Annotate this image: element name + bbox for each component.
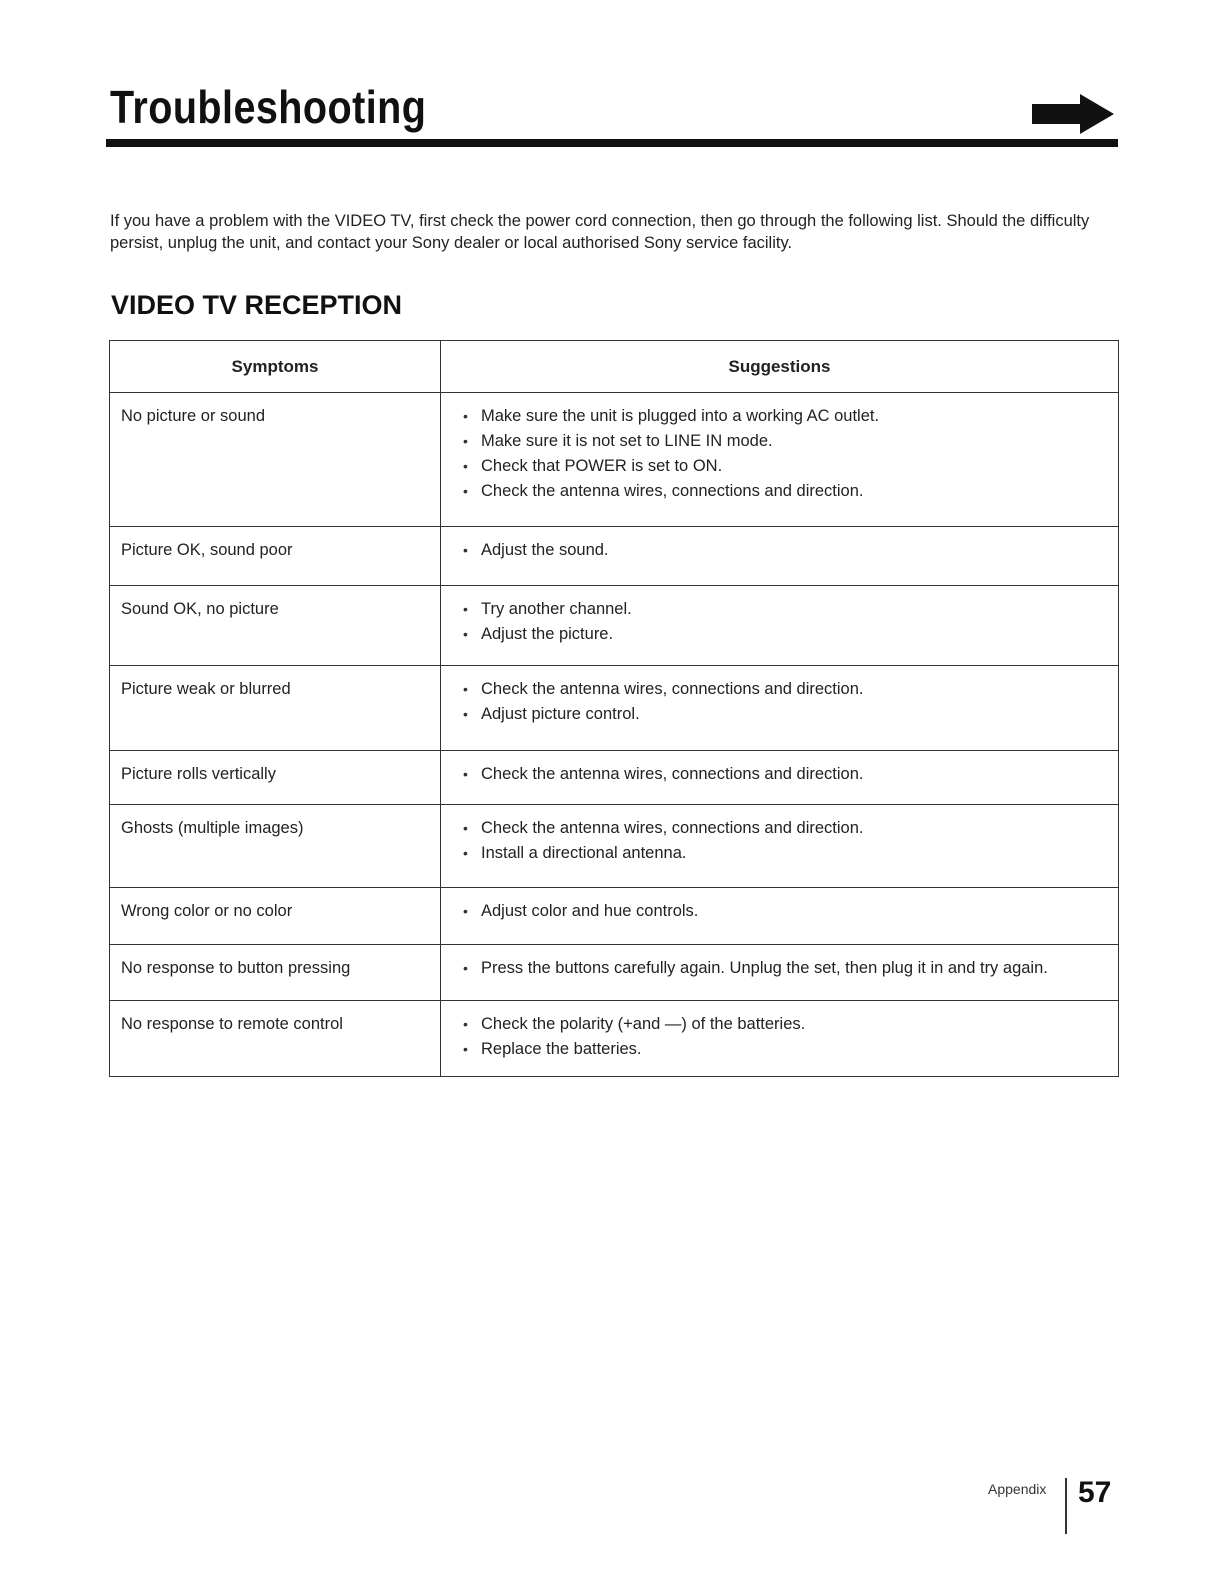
table-row (110, 945, 1119, 1001)
table-row (110, 527, 1119, 586)
suggestion-item: • Try another channel. (463, 595, 1118, 623)
symptom-cell: Picture OK, sound poor (110, 527, 441, 586)
symptom-cell: Wrong color or no color (110, 888, 441, 945)
suggestion-item: • Adjust the sound. (463, 536, 1118, 564)
section-heading: VIDEO TV RECEPTION (111, 290, 403, 320)
suggestion-item: • Check the antenna wires, connections and direction. (463, 675, 1118, 703)
symptom-cell: No response to button pressing (110, 945, 441, 1001)
suggestions-cell (441, 1001, 1119, 1077)
suggestion-item: • Adjust picture control. (463, 700, 1118, 728)
symptom-cell: Sound OK, no picture (110, 586, 441, 666)
suggestion-item: • Install a directional antenna. (463, 839, 1118, 867)
symptom-cell: No response to remote control (110, 1001, 441, 1077)
page-number: 57 (1078, 1476, 1112, 1509)
footer-section-label: Appendix (988, 1481, 1047, 1497)
suggestions-cell (441, 393, 1119, 527)
suggestion-item: • Replace the batteries. (463, 1035, 1118, 1063)
header-symptoms: Symptoms (110, 341, 441, 393)
suggestions-cell (441, 527, 1119, 586)
suggestions-cell (441, 751, 1119, 805)
suggestion-item: • Check the antenna wires, connections and direction. (463, 760, 1118, 788)
footer-divider (1065, 1478, 1067, 1534)
suggestions-cell (441, 945, 1119, 1001)
suggestion-item: • Press the buttons carefully again. Unplug the set, then plug it in and try again. (463, 954, 1118, 982)
suggestions-cell (441, 888, 1119, 945)
troubleshooting-table (109, 340, 1119, 1077)
title-rule (106, 139, 1118, 147)
suggestion-item: • Make sure it is not set to LINE IN mode. (463, 427, 1118, 455)
suggestions-cell (441, 586, 1119, 666)
suggestion-item: • Check the antenna wires, connections and direction. (463, 477, 1118, 505)
suggestion-item: • Make sure the unit is plugged into a working AC outlet. (463, 402, 1118, 430)
suggestion-item: • Adjust color and hue controls. (463, 897, 1118, 925)
table-row (110, 393, 1119, 527)
table-row (110, 1001, 1119, 1077)
table-row (110, 805, 1119, 888)
symptom-cell: Picture weak or blurred (110, 666, 441, 751)
symptom-cell: Ghosts (multiple images) (110, 805, 441, 888)
suggestions-cell (441, 666, 1119, 751)
symptom-cell: Picture rolls vertically (110, 751, 441, 805)
suggestion-item: • Adjust the picture. (463, 620, 1118, 648)
table-header-row (110, 341, 1119, 393)
table-row (110, 666, 1119, 751)
suggestion-item: • Check that POWER is set to ON. (463, 452, 1118, 480)
page-title: Troubleshooting (110, 81, 427, 133)
suggestion-item: • Check the antenna wires, connections and direction. (463, 814, 1118, 842)
intro-paragraph: If you have a problem with the VIDEO TV, first check the power cord connection, then go through the following list. Should the difficulty persist, unplug the unit, and contact your Sony dealer or local authorised Sony service facility. (110, 211, 1090, 252)
table-row (110, 586, 1119, 666)
symptom-cell: No picture or sound (110, 393, 441, 527)
suggestion-item: • Check the polarity (+and —) of the batteries. (463, 1010, 1118, 1038)
table-row (110, 888, 1119, 945)
table-row (110, 751, 1119, 805)
arrow-right-icon (1030, 92, 1116, 136)
suggestions-cell (441, 805, 1119, 888)
header-suggestions: Suggestions (441, 341, 1119, 393)
